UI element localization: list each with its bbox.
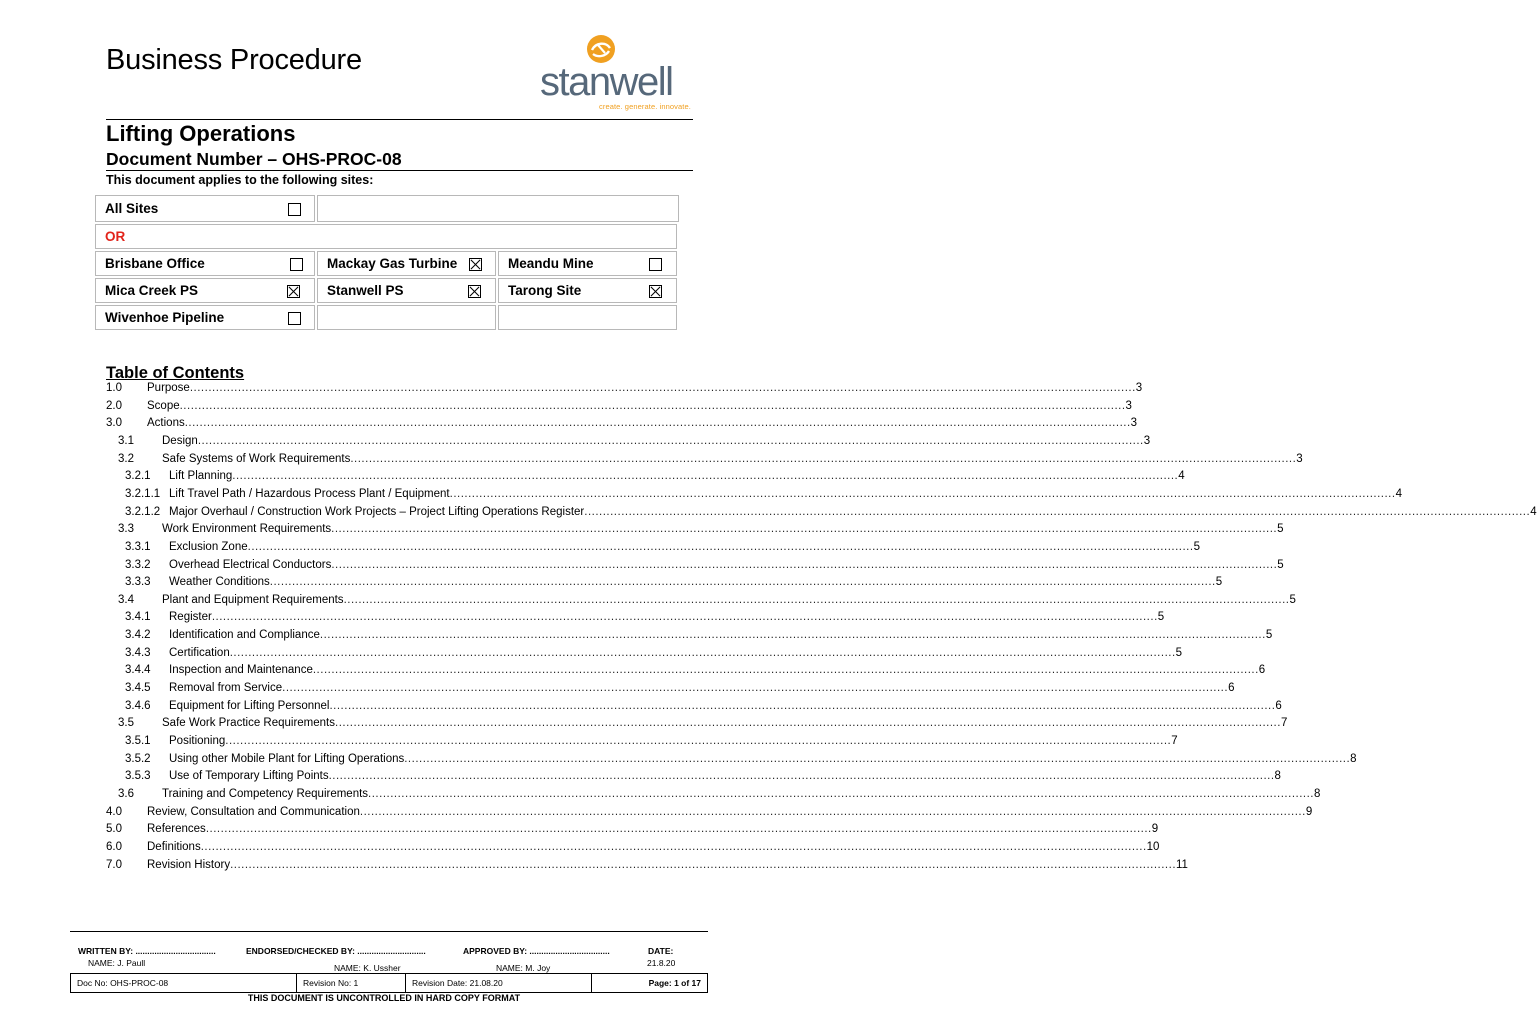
site-label: Mica Creek PS	[105, 283, 199, 298]
toc-entry-number: 3.4.2	[125, 629, 151, 642]
toc-entry[interactable]	[106, 682, 1235, 698]
toc-entry-number: 3.2	[118, 452, 134, 465]
toc-entry-page: 3	[1135, 382, 1143, 394]
toc-entry-page: 7	[1171, 735, 1178, 747]
toc-leader-dots	[329, 700, 1275, 712]
toc-entry-text: Lift Planning	[169, 470, 233, 483]
toc-leader-dots	[248, 541, 1194, 553]
toc-leader-dots	[450, 488, 1396, 500]
site-brisbane	[95, 251, 315, 276]
toc-entry-text: Using other Mobile Plant for Lifting Operations	[169, 752, 405, 765]
toc-entry-number: 3.5.2	[125, 752, 151, 765]
page-number: Page: 1 of 17	[648, 978, 701, 988]
toc-entry[interactable]	[106, 858, 1188, 875]
site-stanwell	[317, 278, 496, 303]
toc-leader-dots	[225, 735, 1171, 747]
checkbox-brisbane[interactable]	[290, 258, 303, 271]
or-row	[95, 224, 677, 249]
site-tarong	[498, 278, 677, 303]
toc-entry-page: 8	[1274, 770, 1281, 783]
approved-by-label: APPROVED BY: ..................................	[463, 946, 610, 956]
toc-leader-dots	[282, 682, 1228, 694]
toc-entry-page: 6	[1258, 664, 1266, 677]
approved-by-name: NAME: M. Joy	[496, 963, 551, 973]
toc-entry[interactable]	[106, 752, 1357, 769]
toc-entry-text: Weather Conditions	[169, 576, 270, 589]
toc-entry-page: 5	[1215, 576, 1223, 589]
toc-entry[interactable]	[106, 823, 1159, 839]
toc-entry-page: 6	[1275, 699, 1282, 712]
toc-entry-page: 5	[1265, 629, 1273, 642]
toc-title: Table of Contents	[106, 364, 245, 382]
toc-entry[interactable]	[106, 399, 1132, 416]
toc-leader-dots	[344, 594, 1290, 606]
toc-entry-text: Purpose	[147, 382, 190, 394]
toc-entry[interactable]	[106, 787, 1321, 804]
toc-leader-dots	[368, 788, 1314, 800]
footer-rule	[70, 931, 708, 932]
toc-entry-number: 3.1	[118, 434, 134, 447]
toc-entry-number: 6.0	[106, 840, 122, 853]
logo-tagline: create. generate. innovate.	[599, 102, 691, 111]
toc-entry[interactable]	[106, 699, 1282, 716]
toc-entry[interactable]	[106, 487, 1402, 504]
toc-entry-number: 7.0	[106, 858, 122, 871]
toc-leader-dots	[404, 753, 1350, 765]
toc-entry-page: 5	[1157, 611, 1165, 624]
site-label: Brisbane Office	[105, 256, 205, 271]
document-number: Document Number – OHS-PROC-08	[106, 149, 402, 169]
site-label: Stanwell PS	[327, 283, 404, 298]
site-mackay	[317, 251, 496, 276]
toc-entry-text: Certification	[169, 646, 230, 659]
toc-entry[interactable]	[106, 382, 1143, 398]
site-wivenhoe	[95, 305, 315, 330]
toc-entry-page: 9	[1151, 823, 1159, 836]
stanwell-logo	[538, 30, 698, 116]
toc-entry-text: Safe Work Practice Requirements	[162, 717, 335, 730]
toc-entry-number: 3.5.1	[125, 735, 151, 747]
toc-entry-text: Training and Competency Requirements	[162, 787, 369, 800]
footer-doc-info	[70, 973, 708, 993]
date-label: DATE:	[648, 946, 674, 956]
toc-entry[interactable]	[106, 470, 1185, 486]
toc-leader-dots	[331, 523, 1277, 535]
toc-entry-text: References	[147, 823, 206, 836]
toc-leader-dots	[201, 841, 1147, 853]
toc-entry-number: 3.3.3	[125, 576, 151, 589]
written-by-label: WRITTEN BY: ..................................	[78, 946, 216, 956]
toc-entry-page: 5	[1193, 540, 1200, 553]
checkbox-mackay[interactable]	[469, 258, 482, 271]
site-empty-cell	[498, 305, 677, 330]
toc-entry-page: 8	[1313, 787, 1321, 800]
toc-entry-number: 5.0	[106, 823, 122, 836]
toc-entry-text: Positioning	[169, 735, 226, 747]
toc-entry-text: Exclusion Zone	[169, 540, 248, 553]
toc-entry[interactable]	[106, 558, 1284, 575]
toc-leader-dots	[331, 559, 1277, 571]
toc-entry[interactable]	[106, 646, 1183, 663]
toc-entry-page: 7	[1280, 717, 1288, 730]
toc-entry-number: 3.4.3	[125, 646, 151, 659]
toc-entry[interactable]	[106, 717, 1288, 733]
toc-entry-page: 3	[1143, 434, 1151, 447]
toc-entry-number: 3.3	[118, 523, 134, 536]
toc-entry[interactable]	[106, 505, 1537, 522]
toc-entry-page: 11	[1176, 858, 1188, 871]
toc-entry-text: Identification and Compliance	[169, 629, 320, 642]
toc-leader-dots	[270, 576, 1216, 588]
toc-entry[interactable]	[106, 434, 1151, 451]
checkbox-all-sites[interactable]	[288, 203, 301, 216]
toc-entry-text: Removal from Service	[169, 682, 283, 695]
toc-entry-text: Overhead Electrical Conductors	[169, 558, 332, 571]
toc-entry-text: Review, Consultation and Communication	[147, 805, 360, 818]
toc-entry-page: 8	[1350, 752, 1357, 765]
doc-no: Doc No: OHS-PROC-08	[71, 974, 297, 992]
endorsed-by-name: NAME: K. Ussher	[334, 963, 401, 973]
toc-entry-number: 1.0	[106, 382, 122, 394]
toc-entry-text: Definitions	[147, 840, 201, 853]
endorsed-by-label: ENDORSED/CHECKED BY: .............................	[246, 946, 426, 956]
checkbox-mica-creek[interactable]	[287, 285, 300, 298]
toc-entry-text: Scope	[147, 399, 180, 412]
checkbox-wivenhoe[interactable]	[288, 312, 301, 325]
or-label: OR	[105, 229, 126, 244]
toc-entry-page: 5	[1277, 558, 1284, 571]
toc-entry-number: 3.2.1.1	[125, 487, 161, 500]
toc-entry-page: 3	[1125, 399, 1132, 412]
title-rule-top	[106, 119, 693, 120]
toc-entry-number: 2.0	[106, 399, 122, 412]
site-label: All Sites	[105, 201, 159, 216]
toc-entry-number: 4.0	[106, 805, 122, 818]
toc-leader-dots	[335, 717, 1281, 729]
toc-leader-dots	[212, 611, 1158, 623]
toc-entry-number: 3.3.1	[125, 540, 151, 553]
checkbox-stanwell[interactable]	[468, 285, 481, 298]
toc-entry[interactable]	[106, 452, 1303, 469]
toc-entry-page: 9	[1305, 805, 1313, 818]
uncontrolled-notice: THIS DOCUMENT IS UNCONTROLLED IN HARD COPY FORMAT	[247, 993, 521, 1003]
toc-entry-text: Major Overhaul / Construction Work Projects – Project Lifting Operations Register	[169, 505, 585, 518]
toc-entry-number: 3.4.6	[125, 699, 151, 712]
title-rule-bottom	[106, 170, 693, 171]
revision-date: Revision Date: 21.08.20	[406, 974, 592, 992]
toc-entry[interactable]	[106, 540, 1200, 557]
toc-entry-text: Equipment for Lifting Personnel	[169, 699, 330, 712]
toc-entry-number: 3.6	[118, 787, 134, 800]
toc-leader-dots	[180, 400, 1126, 412]
site-all-sites	[95, 195, 315, 222]
toc-entry[interactable]	[106, 664, 1266, 680]
toc-entry-number: 3.4	[118, 593, 134, 606]
toc-leader-dots	[185, 417, 1131, 429]
toc-entry[interactable]	[106, 417, 1138, 433]
toc-entry-text: Plant and Equipment Requirements	[162, 593, 344, 606]
site-mica-creek	[95, 278, 315, 303]
toc-entry-page: 5	[1289, 593, 1296, 606]
toc-entry-number: 3.5	[118, 717, 134, 730]
toc-entry-number: 3.0	[106, 417, 122, 430]
toc-entry[interactable]	[106, 611, 1165, 627]
toc-leader-dots	[206, 823, 1152, 835]
toc-entry-number: 3.2.1.2	[125, 505, 161, 518]
toc-leader-dots	[320, 629, 1266, 641]
toc-entry-text: Inspection and Maintenance	[169, 664, 313, 677]
toc-entry[interactable]	[106, 840, 1160, 857]
checkbox-meandu[interactable]	[649, 258, 662, 271]
toc-leader-dots	[232, 470, 1178, 482]
toc-entry-page: 4	[1395, 487, 1402, 500]
toc-leader-dots	[360, 806, 1306, 818]
toc-entry-page: 4	[1178, 470, 1185, 483]
toc-entry-number: 3.4.5	[125, 682, 151, 695]
toc-entry[interactable]	[106, 576, 1223, 592]
toc-entry-text: Register	[169, 611, 212, 624]
toc-leader-dots	[190, 382, 1136, 394]
toc-leader-dots	[230, 859, 1176, 871]
toc-entry-page: 3	[1130, 417, 1138, 430]
toc-entry-text: Safe Systems of Work Requirements	[162, 452, 351, 465]
toc-entry[interactable]	[106, 770, 1281, 786]
toc-entry-number: 3.2.1	[125, 470, 151, 483]
site-empty-cell	[317, 305, 496, 330]
toc-entry-number: 3.3.2	[125, 558, 151, 571]
toc-leader-dots	[350, 453, 1296, 465]
checkbox-tarong[interactable]	[649, 285, 662, 298]
toc-entry-page: 3	[1296, 452, 1303, 465]
toc-entry[interactable]	[106, 629, 1273, 645]
toc-entry-text: Design	[162, 434, 198, 447]
logo-wordmark: stanwell	[540, 60, 673, 104]
written-by-name: NAME: J. Paull	[88, 958, 146, 968]
toc-entry-number: 3.4.1	[125, 611, 151, 624]
toc-leader-dots	[198, 435, 1144, 447]
toc-entry-text: Actions	[147, 417, 185, 430]
revision-no: Revision No: 1	[297, 974, 406, 992]
toc-entry[interactable]	[106, 805, 1313, 822]
site-label: Meandu Mine	[508, 256, 594, 271]
applies-to-heading: This document applies to the following sites:	[106, 173, 374, 187]
toc-entry-text: Revision History	[147, 858, 231, 871]
site-meandu	[498, 251, 677, 276]
site-empty-cell	[317, 195, 679, 222]
toc-entry-page: 10	[1146, 840, 1160, 853]
toc-entry-text: Work Environment Requirements	[162, 523, 332, 536]
toc-entry-page: 4	[1530, 505, 1537, 518]
toc-entry-page: 6	[1228, 682, 1235, 695]
site-label: Mackay Gas Turbine	[327, 256, 458, 271]
toc-entry[interactable]	[106, 735, 1178, 751]
document-title: Lifting Operations	[106, 121, 296, 146]
site-label: Tarong Site	[508, 283, 582, 298]
date-value: 21.8.20	[647, 958, 676, 968]
toc-leader-dots	[584, 506, 1530, 518]
toc-leader-dots	[313, 664, 1259, 676]
toc-leader-dots	[230, 647, 1176, 659]
toc-entry[interactable]	[106, 523, 1284, 539]
toc-entry-number: 3.4.4	[125, 664, 151, 677]
toc-entry-page: 5	[1175, 646, 1183, 659]
toc-entry[interactable]	[106, 593, 1296, 610]
header-title: Business Procedure	[106, 44, 362, 76]
toc-entry-page: 5	[1277, 523, 1284, 536]
toc-entry-text: Use of Temporary Lifting Points	[169, 770, 329, 783]
toc-entry-text: Lift Travel Path / Hazardous Process Plant / Equipment	[169, 487, 450, 500]
sites-table	[95, 195, 681, 335]
toc-entry-number: 3.5.3	[125, 770, 151, 783]
site-label: Wivenhoe Pipeline	[105, 310, 225, 325]
toc-leader-dots	[329, 770, 1275, 782]
